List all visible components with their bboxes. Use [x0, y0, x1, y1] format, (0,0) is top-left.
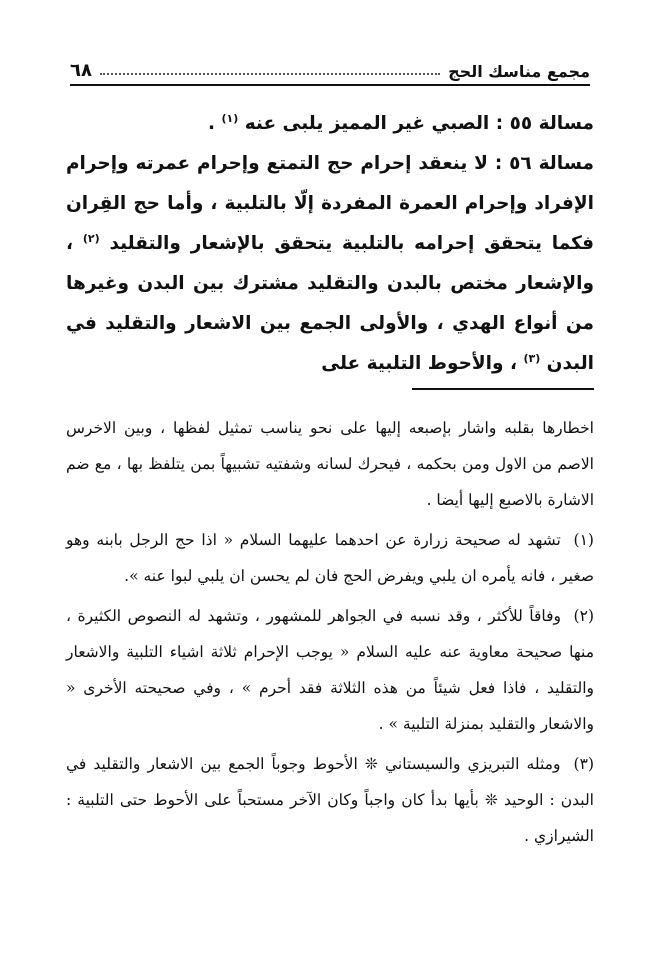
running-header: [70, 56, 590, 86]
footnote-continuation: اخطارها بقلبه واشار بإصبعه إليها على نحو يناسب تمثيل لفظها ، وبين الاخرس الاصم من الاول ومن بحكمه ، فيحرك لسانه وشفتيه تشبيهاً بمن يتلفظ بها ، مع ضم الاشارة بالاصبع إليها أيضا .: [66, 419, 594, 509]
issue-56-label: مسالة ٥٦ :: [494, 153, 594, 174]
issue-55-label: مسالة ٥٥ :: [495, 113, 594, 134]
footnote-ref-3: (٣): [523, 351, 541, 365]
issue-56-text-b: ، والإشعار مختص بالبدن والتقليد مشترك بين البدن وغيرها من أنواع الهدي ، والأولى الجمع بين الاشعار والتقليد في البدن: [66, 233, 594, 374]
footnote-ref-2: (٢): [82, 231, 100, 245]
issue-55-text: الصبي غير المميز يلبى عنه: [244, 113, 490, 134]
issue-56: [66, 144, 594, 384]
footnote-text: وفاقاً للأكثر ، وقد نسبه في الجواهر للمشهور ، وتشهد له النصوص الكثيرة ، منها صحيحة معاوية عنه عليه السلام « يوجب الإحرام ثلاثة اشياء التلبية والاشعار والتقليد ، فاذا فعل شيئاً من هذه الثلاثة فقد أحرم » ، وفي صحيحته الأخرى « والاشعار والتقليد بمنزلة التلبية » .: [66, 607, 594, 733]
issue-55-end: .: [207, 113, 215, 134]
footnote-number: (٢): [573, 607, 594, 625]
footnote-separator: [412, 388, 594, 390]
issue-55: [66, 104, 594, 144]
header-dot-leader: [100, 73, 440, 75]
footnote-text: ومثله التبريزي والسيستاني ❊ الأحوط وجوباً الجمع بين الاشعار والتقليد في البدن : الوحيد ❊ بأيها بدأ كان واجباً وكان الآخر مستحباً على الأحوط حتى التلبية : الشيرازي .: [66, 755, 594, 845]
footnote-number: (٣): [573, 755, 594, 773]
issue-56-text-c: ، والأحوط التلبية على: [321, 353, 517, 374]
footnote-text: تشهد له صحيحة زرارة عن احدهما عليهما السلام « اذا حج الرجل بابنه وهو صغير ، فانه يأمره ان يلبي ويفرض الحج فان لم يحسن ان يلبي لبوا عنه ».: [66, 531, 594, 585]
main-text: [66, 104, 594, 384]
footnotes: [66, 410, 594, 854]
footnote-number: (١): [573, 531, 594, 549]
header-title: مجمع مناسك الحج: [448, 62, 590, 81]
footnote-3: [66, 746, 594, 854]
footnote-1: [66, 522, 594, 594]
footnote-2: [66, 598, 594, 742]
issue-56-text-a: لا ينعقد إحرام حج التمتع وإحرام عمرته وإحرام الإفراد وإحرام العمرة المفردة إلّا بالتلبية ، وأما حج القِران فكما يتحقق إحرامه بالتلبية يتحقق بالإشعار والتقليد: [66, 153, 594, 254]
footnote-ref-1: (١): [221, 111, 239, 125]
page-number: ٦٨: [70, 60, 92, 81]
